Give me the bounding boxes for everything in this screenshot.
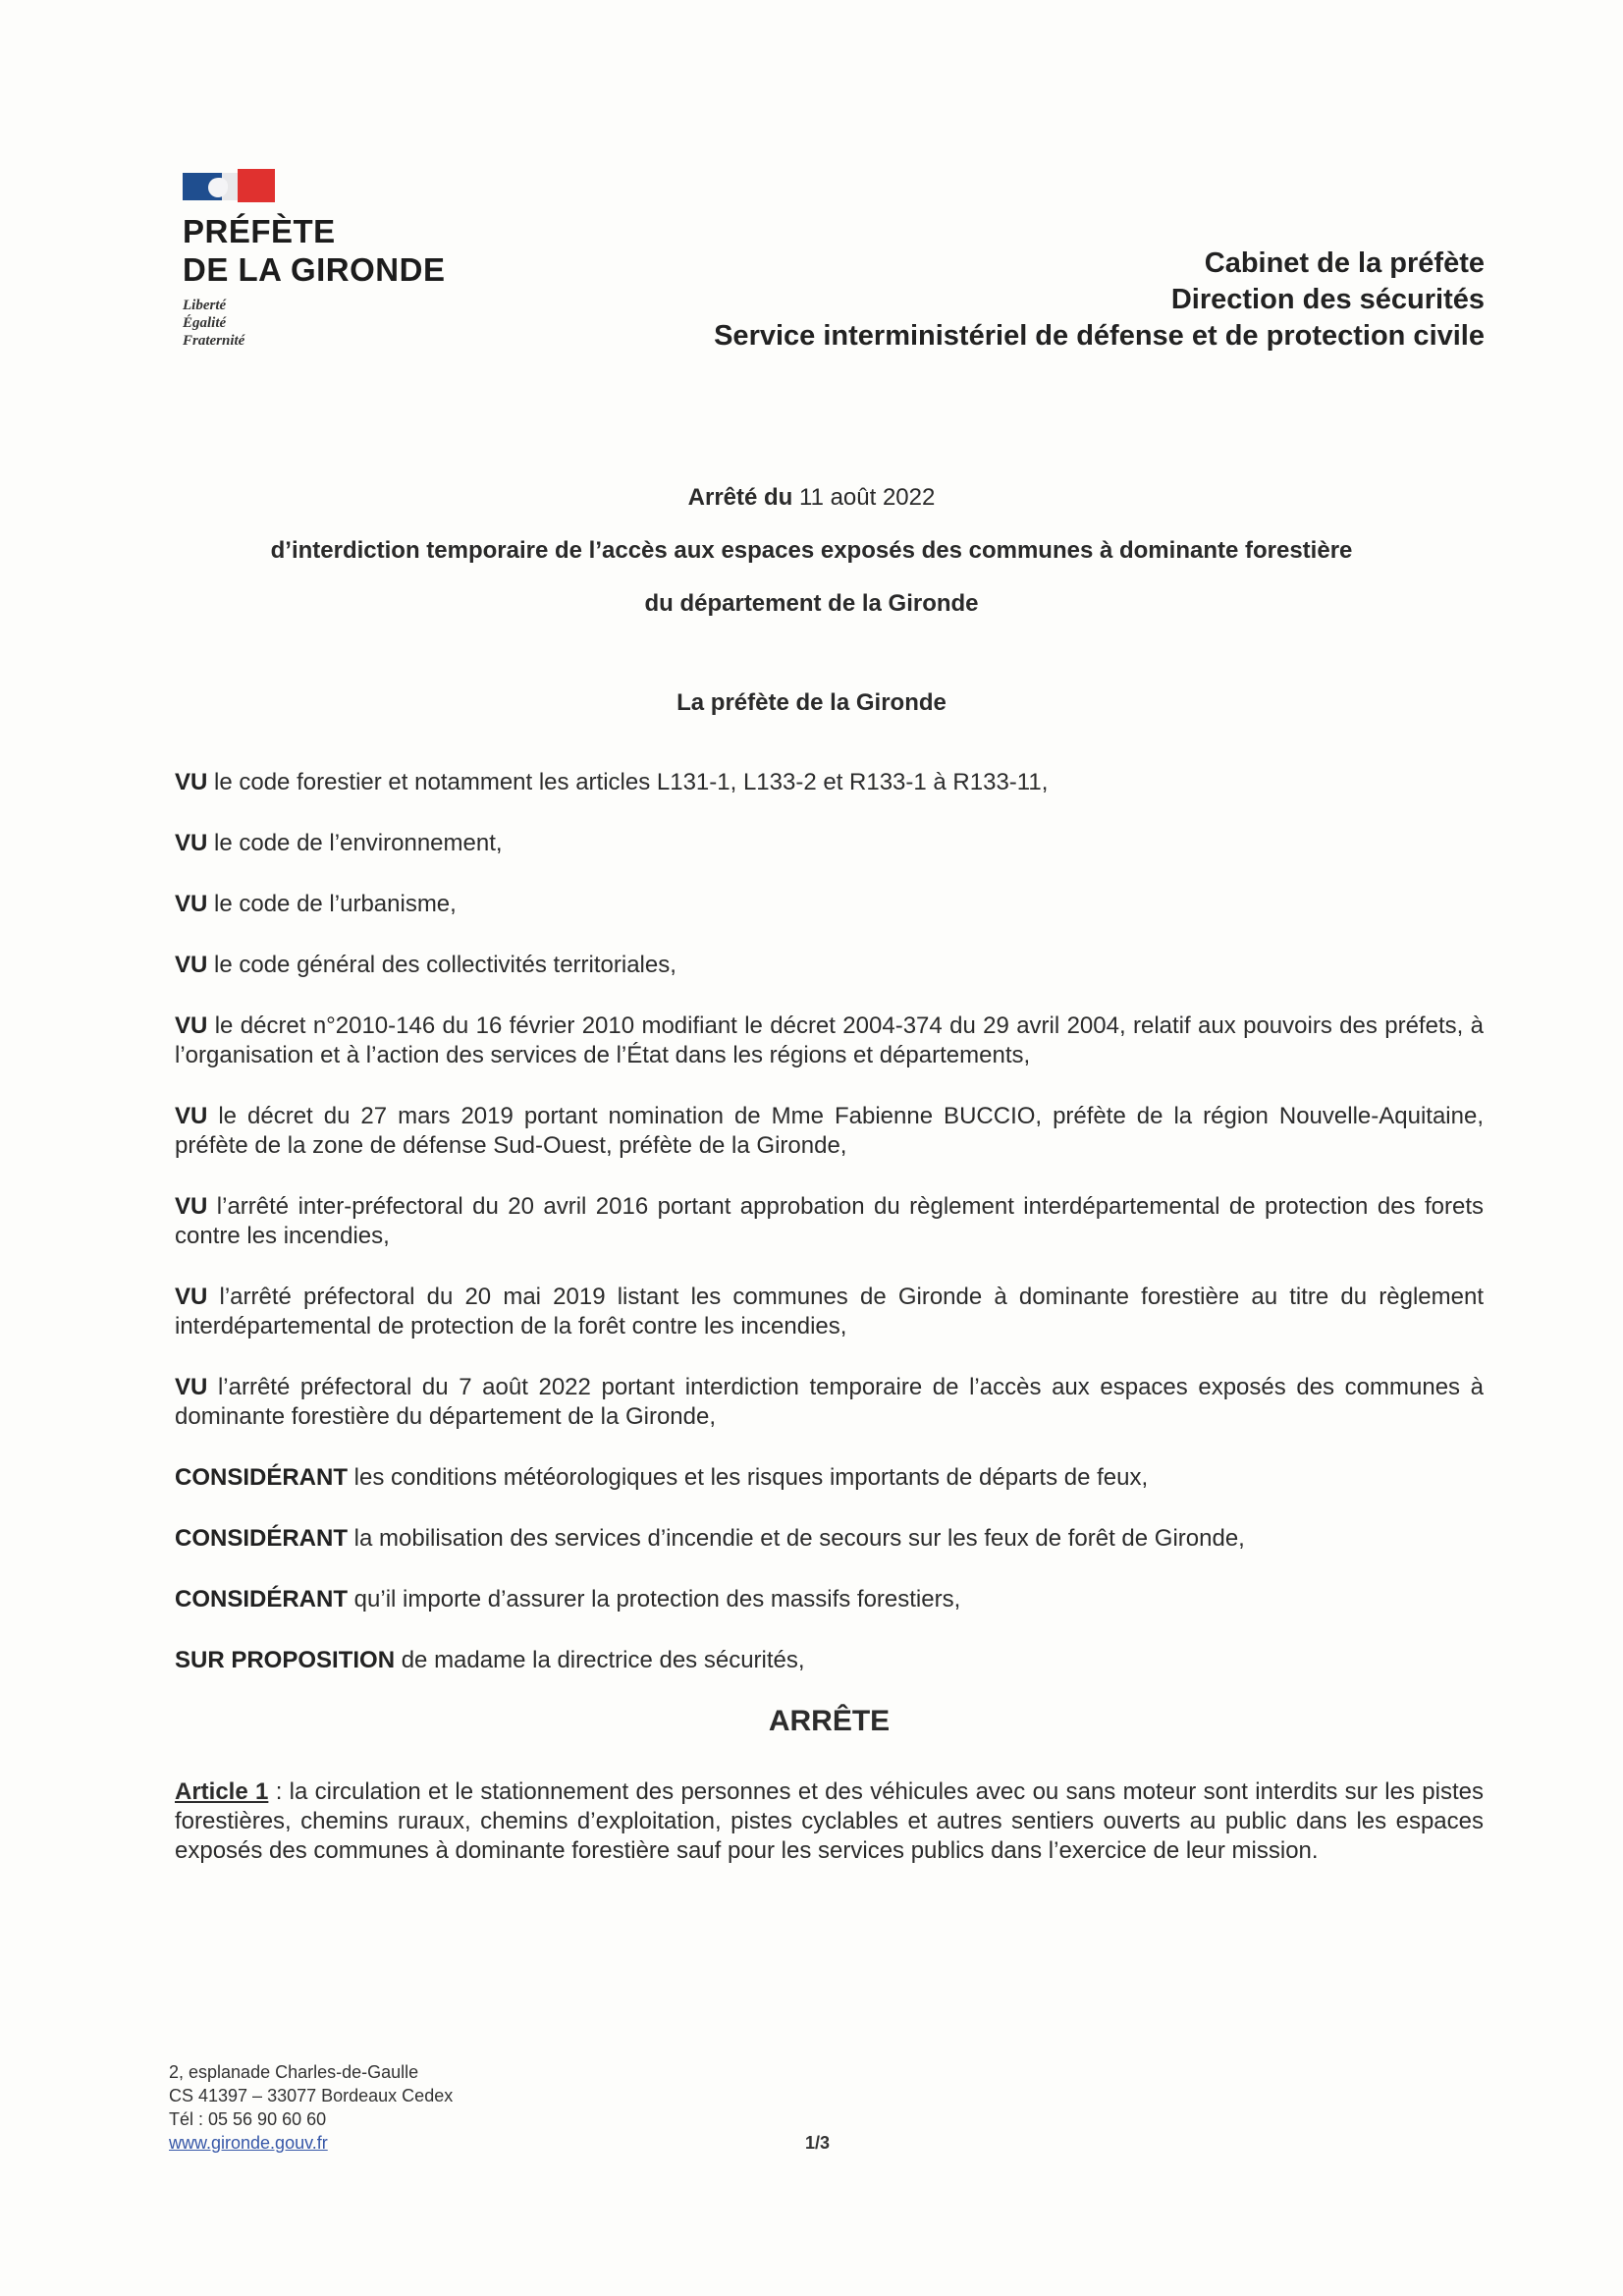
motto-egalite: Égalité bbox=[183, 315, 227, 331]
article-1 bbox=[175, 1777, 1484, 1866]
considerant-paragraph: CONSIDÉRANT les conditions météorologiques et les risques importants de départs de feux, bbox=[175, 1464, 1149, 1491]
vu-paragraph: VU le code général des collectivités territoriales, bbox=[175, 952, 676, 978]
arrete-date: 11 août 2022 bbox=[799, 484, 936, 511]
marianne-flag-icon bbox=[183, 169, 275, 202]
title-line-3: du département de la Gironde bbox=[644, 590, 979, 617]
service-line: Service interministériel de défense et de protection civile bbox=[714, 320, 1485, 352]
footer-address bbox=[169, 2060, 453, 2155]
issuing-service bbox=[714, 246, 1485, 355]
motto-liberte: Liberté bbox=[183, 298, 227, 313]
vu-paragraph: VU l’arrêté préfectoral du 20 mai 2019 listant les communes de Gironde à dominante forestière au titre du règlement interdépartemental de protection de la forêt contre les incendies, bbox=[175, 1284, 1484, 1339]
considerant-paragraph: CONSIDÉRANT qu’il importe d’assurer la protection des massifs forestiers, bbox=[175, 1586, 961, 1613]
document-body bbox=[175, 768, 1484, 1897]
vu-paragraph: VU le code de l’environnement, bbox=[175, 830, 503, 856]
org-name bbox=[183, 212, 445, 289]
page-number: 1/3 bbox=[805, 2133, 831, 2153]
address-line-2: CS 41397 – 33077 Bordeaux Cedex bbox=[169, 2086, 454, 2105]
title-line-2: d’interdiction temporaire de l’accès aux espaces exposés des communes à dominante forestière bbox=[270, 537, 1353, 564]
vu-paragraph: VU le décret du 27 mars 2019 portant nomination de Mme Fabienne BUCCIO, préfète de la région Nouvelle-Aquitaine, préfète de la zone de défense Sud-Ouest, préfète de la Gironde, bbox=[175, 1103, 1484, 1159]
vu-paragraph: VU le code forestier et notamment les articles L131-1, L133-2 et R133-1 à R133-11, bbox=[175, 769, 1049, 795]
vu-paragraph: VU l’arrêté préfectoral du 7 août 2022 portant interdiction temporaire de l’accès aux espaces exposés des communes à dominante forestière du département de la Gironde, bbox=[175, 1374, 1484, 1430]
cabinet-line: Cabinet de la préfète bbox=[1204, 247, 1485, 279]
article-1-label: Article 1 bbox=[175, 1778, 269, 1805]
proposition-paragraph: SUR PROPOSITION de madame la directrice des sécurités, bbox=[175, 1647, 805, 1673]
arrete-date-title bbox=[0, 484, 1623, 512]
arrete-heading: ARRÊTE bbox=[768, 1705, 891, 1737]
phone-line: Tél : 05 56 90 60 60 bbox=[169, 2109, 327, 2129]
direction-line: Direction des sécurités bbox=[1170, 284, 1485, 315]
org-name-line1: PRÉFÈTE bbox=[183, 213, 336, 249]
vu-paragraph: VU le décret n°2010-146 du 16 février 2010 modifiant le décret 2004-374 du 29 avril 2004, relatif aux pouvoirs des préfets, à l’organisation et à l’action des services de l’État dans les régions et départements, bbox=[175, 1012, 1484, 1068]
vu-paragraph: VU le code de l’urbanisme, bbox=[175, 891, 457, 917]
org-name-line2: DE LA GIRONDE bbox=[183, 251, 446, 288]
motto-fraternite: Fraternité bbox=[183, 333, 245, 349]
article-1-text: : la circulation et le stationnement des personnes et des véhicules avec ou sans moteur sont interdits sur les pistes forestières, chemins ruraux, chemins d’exploitation, pistes cyclables et autres sentiers ouverts au public dans les espaces exposés des communes à dominante forestière sauf pour les services publics dans l’exercice de leur mission. bbox=[175, 1778, 1484, 1864]
arrete-label: Arrêté du bbox=[687, 484, 793, 511]
vu-paragraph: VU l’arrêté inter-préfectoral du 20 avril 2016 portant approbation du règlement interdépartemental de protection des forets contre les incendies, bbox=[175, 1193, 1484, 1249]
website-link[interactable]: www.gironde.gouv.fr bbox=[169, 2133, 328, 2153]
address-line-1: 2, esplanade Charles-de-Gaulle bbox=[169, 2062, 419, 2082]
considerant-paragraph: CONSIDÉRANT la mobilisation des services d’incendie et de secours sur les feux de forêt de Gironde, bbox=[175, 1525, 1245, 1552]
motto bbox=[183, 297, 445, 350]
authority-title: La préfète de la Gironde bbox=[676, 689, 947, 716]
prefecture-logo bbox=[183, 169, 445, 350]
